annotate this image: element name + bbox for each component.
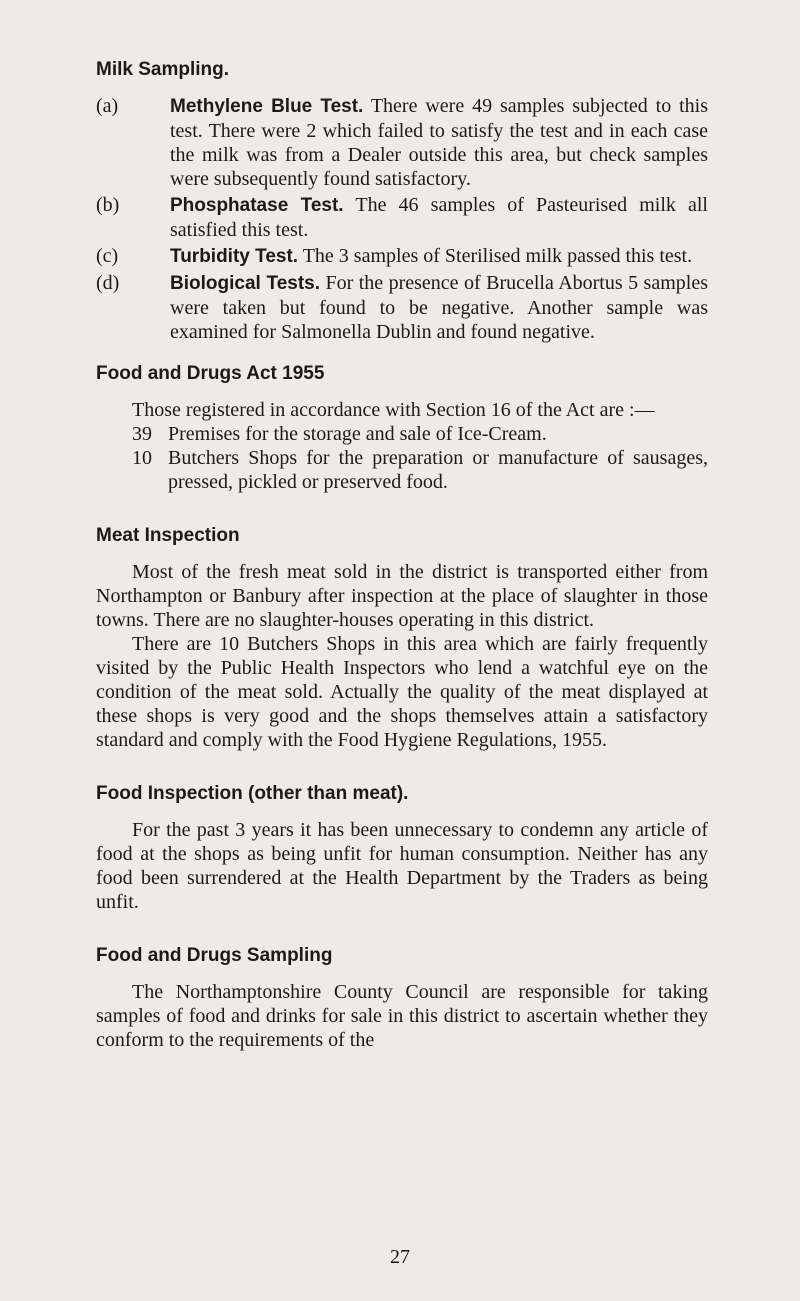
item-title: Methylene Blue Test. <box>170 96 364 117</box>
food-drugs-sampling-section <box>96 944 708 1052</box>
meat-inspection-heading: Meat Inspection <box>96 525 240 546</box>
item-text: For the presence of Brucella Abortus 5 samples were taken but found to be negative. Another sample was examined for Salmonella Dublin and found negative. <box>170 272 708 343</box>
food-drugs-act-section <box>96 362 708 494</box>
milk-item-d <box>96 271 708 344</box>
item-text: The 46 samples of Pasteurised milk all satisfied this test. <box>170 194 708 241</box>
item-label: (b) <box>96 194 120 216</box>
entry-count: 39 <box>132 423 152 445</box>
meat-inspection-paragraph-2: There are 10 Butchers Shops in this area which are fairly frequently visited by the Public Health Inspectors who lend a watchful eye on the condition of the meat sold. Actually the quality of the meat displayed at these shops is very good and the shops themselves attain a satisfactory standard and comply with the Food Hygiene Regulations, 1955. <box>96 633 708 751</box>
registered-entry <box>132 422 708 446</box>
entry-count: 10 <box>132 447 152 469</box>
food-drugs-act-heading: Food and Drugs Act 1955 <box>96 363 325 384</box>
item-label: (a) <box>96 95 119 117</box>
milk-item-a <box>96 94 708 191</box>
food-inspection-heading: Food Inspection (other than meat). <box>96 783 409 804</box>
entry-text: Premises for the storage and sale of Ice-Cream. <box>168 423 547 445</box>
item-text: There were 49 samples subjected to this test. There were 2 which failed to satisfy the test and in each case the milk was from a Dealer outside this area, but check samples were subsequently found satisfactory. <box>170 95 708 190</box>
meat-inspection-paragraph-1: Most of the fresh meat sold in the district is transported either from Northampton or Banbury after inspection at the place of slaughter in those towns. There are no slaughter-houses operating in this district. <box>96 561 708 631</box>
item-text: The 3 samples of Sterilised milk passed this test. <box>298 245 693 267</box>
registered-entry <box>132 446 708 494</box>
item-title: Turbidity Test. <box>170 246 299 267</box>
food-inspection-paragraph: For the past 3 years it has been unnecessary to condemn any article of food at the shops as being unfit for human consumption. Neither has any food been surrendered at the Health Department by the Traders as being unfit. <box>96 819 708 913</box>
item-title: Phosphatase Test. <box>170 195 344 216</box>
page-number: 27 <box>390 1246 410 1268</box>
item-label: (d) <box>96 272 120 294</box>
food-drugs-sampling-paragraph: The Northamptonshire County Council are responsible for taking samples of food and drinks for sale in this district to ascertain whether they conform to the requirements of the <box>96 981 708 1051</box>
milk-item-b <box>96 193 708 242</box>
item-title: Biological Tests. <box>170 273 321 294</box>
entry-text: Butchers Shops for the preparation or manufacture of sausages, pressed, pickled or preserved food. <box>168 447 708 493</box>
milk-sampling-heading: Milk Sampling. <box>96 59 230 80</box>
food-drugs-act-intro: Those registered in accordance with Section 16 of the Act are :— <box>132 399 655 421</box>
food-inspection-section <box>96 782 708 914</box>
page-content <box>96 58 708 1052</box>
milk-sampling-section <box>96 58 708 344</box>
milk-item-c <box>96 244 708 269</box>
item-label: (c) <box>96 245 119 267</box>
food-drugs-sampling-heading: Food and Drugs Sampling <box>96 945 333 966</box>
meat-inspection-section <box>96 524 708 752</box>
